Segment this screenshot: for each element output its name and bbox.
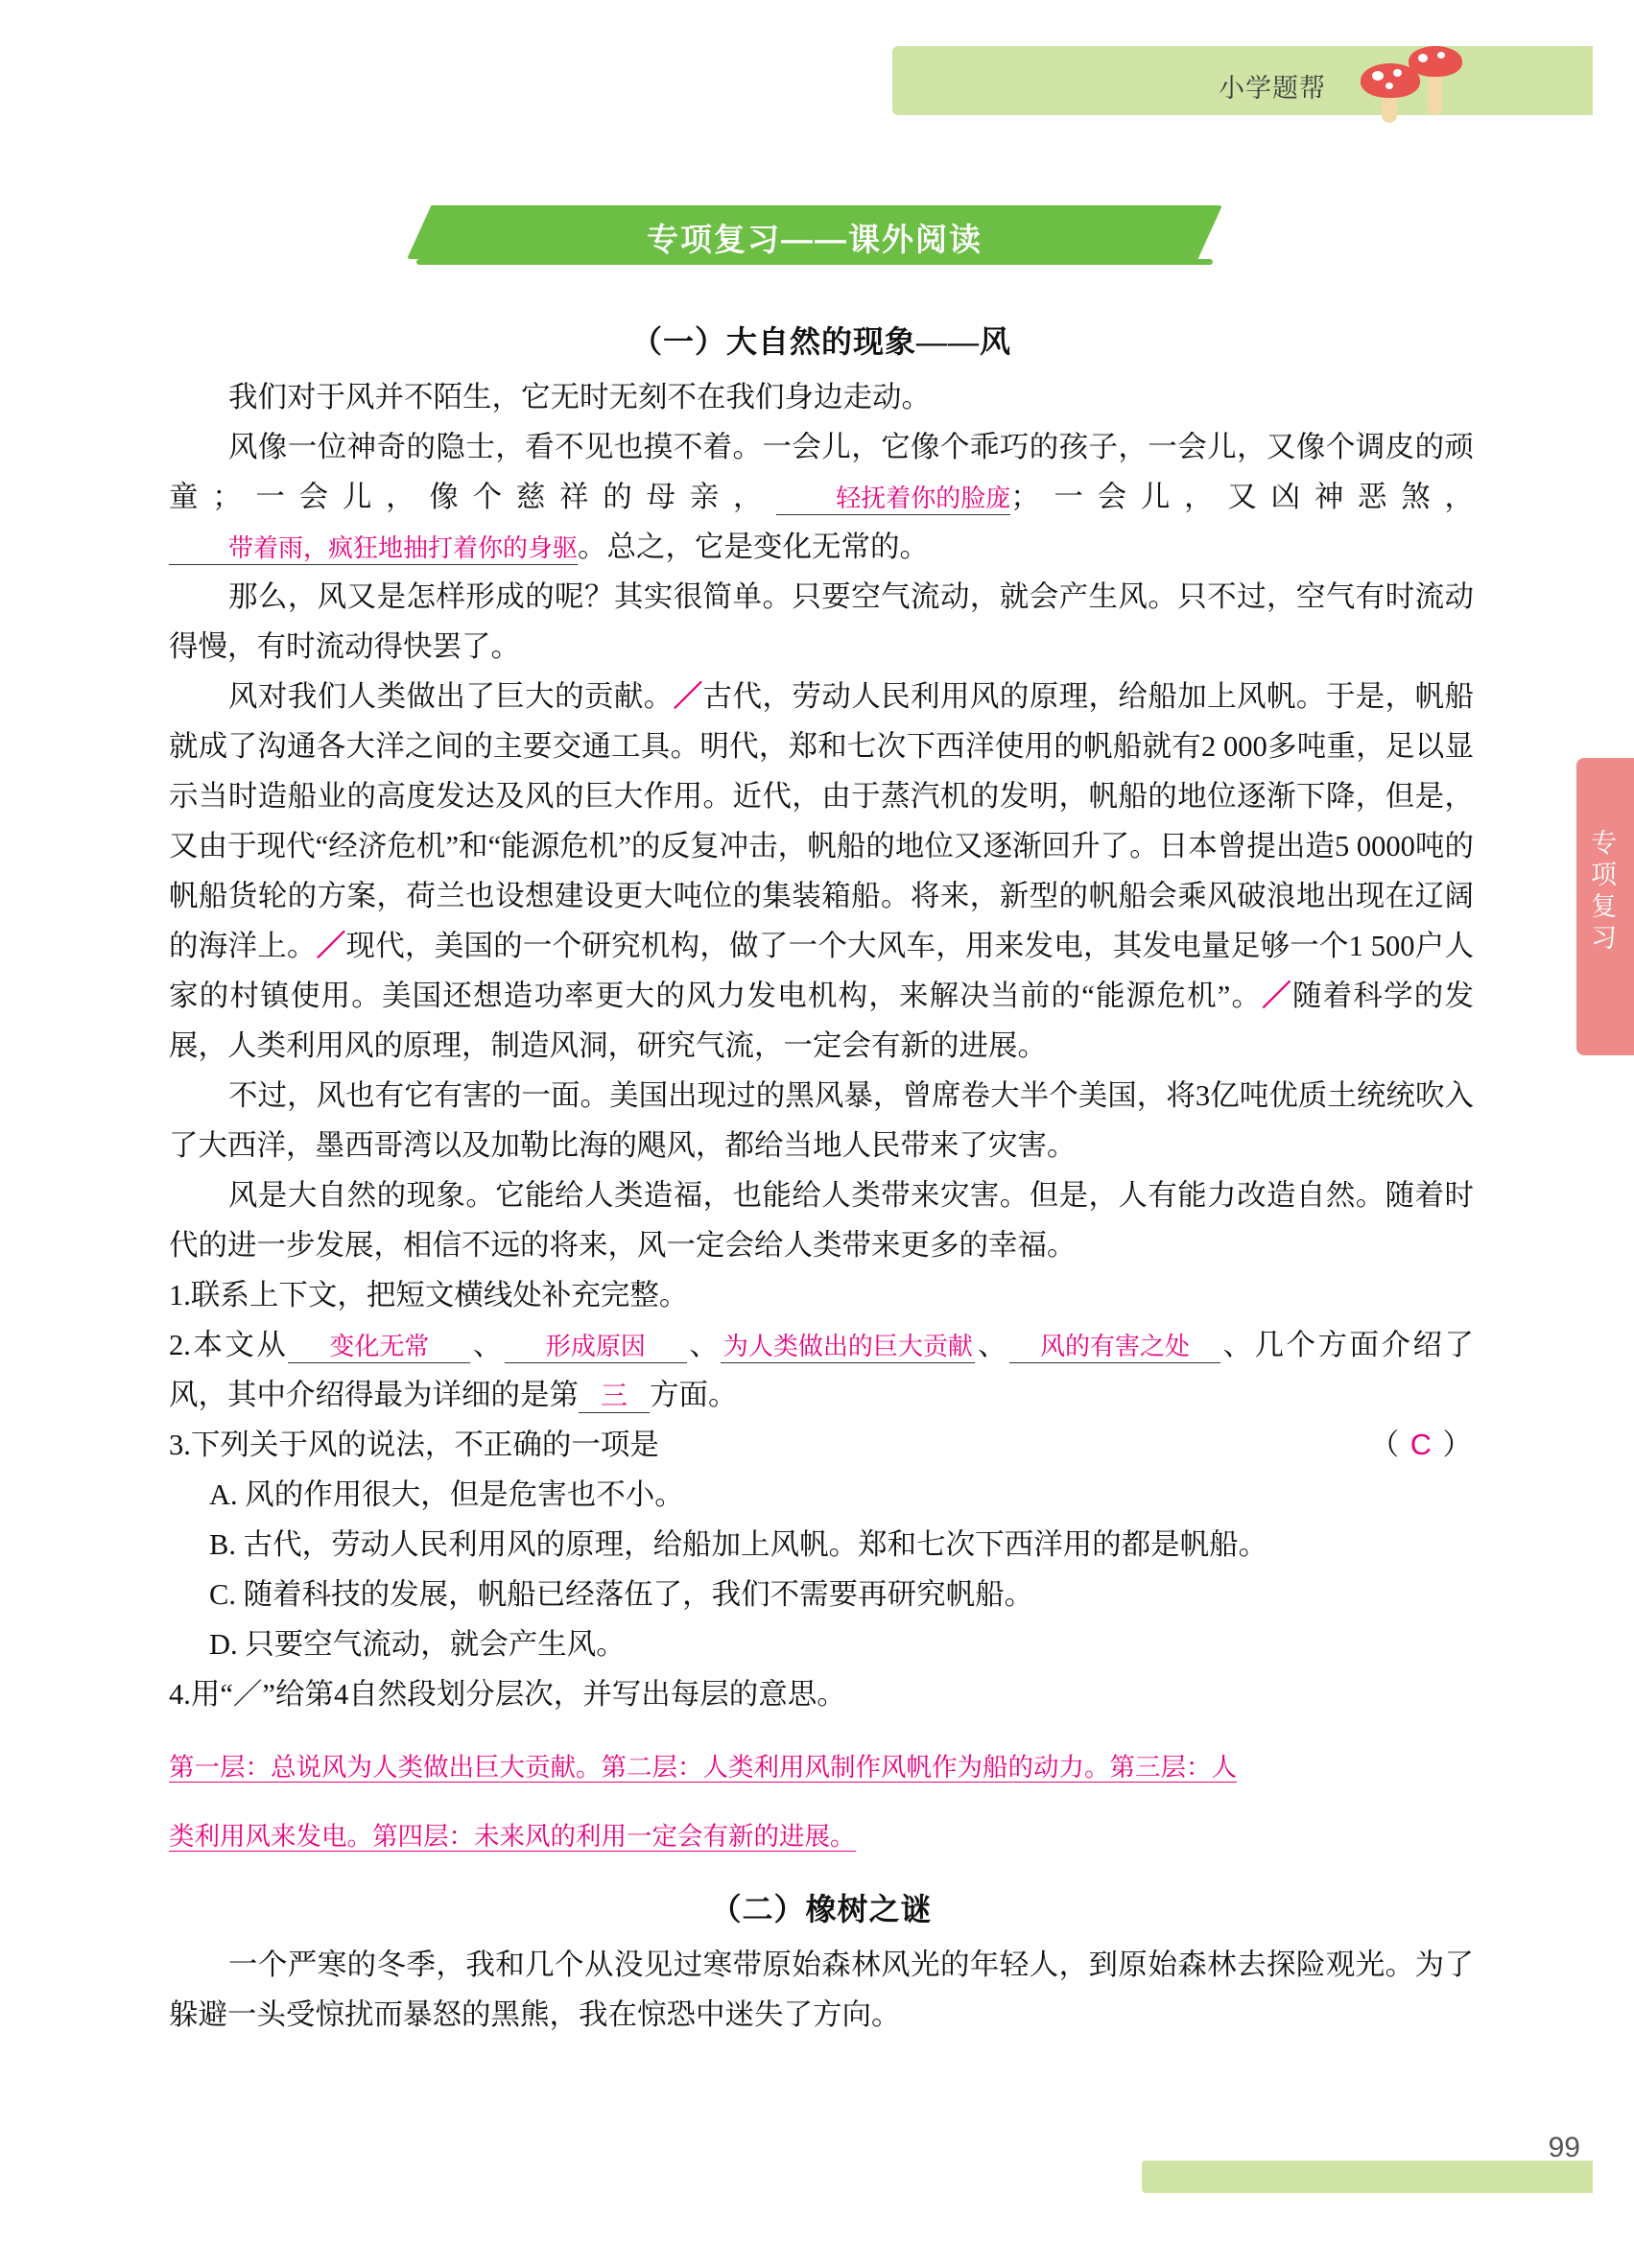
p4-text-d: 随着科学的发展，人类利用风的原理，制造风洞，研究气流，一定会有新的进展。 [169,980,1475,1062]
question-4-answer-line-1[interactable] [169,1745,1474,1789]
question-1-number: 1. [169,1279,191,1311]
article1-paragraph-2 [169,422,1474,572]
p2-text-b: ；一会儿，又凶神恶煞， [1010,481,1475,513]
fill-blank-2[interactable]: 带着雨，疯狂地抽打着你的身驱 [169,532,578,565]
question-4-answer-line-2[interactable] [169,1814,1474,1858]
side-tab-label: 专项复习 [1587,829,1616,956]
article2-paragraph-1: 一个严寒的冬季，我和几个从没见过寒带原始森林风光的年轻人，到原始森林去探险观光。为了躲避一头受惊扰而暴怒的黑熊，我在惊恐中迷失了方向。 [169,1948,1474,2031]
question-1 [169,1270,1474,1320]
article2-title: （二）橡树之谜 [710,1891,933,1926]
article1-paragraph-6: 风是大自然的现象。它能给人类造福，也能给人类带来灾害。但是，人有能力改造自然。随着时代的进一步发展，相信不远的将来，风一定会给人类带来更多的幸福。 [169,1179,1474,1262]
brand-label: 小学题帮 [1219,74,1326,103]
question-3-option-a[interactable]: A. 风的作用很大，但是危害也不小。 [209,1478,684,1511]
mushroom-icon [1353,38,1478,117]
question-3-option-c[interactable]: C. 随着科技的发展，帆船已经落伍了，我们不需要再研究帆船。 [209,1578,1034,1611]
article1-title: （一）大自然的现象——风 [630,324,1011,359]
q2-blank-2[interactable]: 形成原因 [505,1330,687,1363]
question-4-text: 用“／”给第4自然段划分层次，并写出每层的意思。 [190,1678,846,1711]
q2-blank-1[interactable]: 变化无常 [288,1330,470,1363]
p4-text-a: 风对我们人类做出了巨大的贡献。 [228,680,674,713]
section-title-banner [407,205,1222,265]
q2-blank-4[interactable]: 风的有害之处 [1009,1330,1220,1363]
p2-text-a: 风像一位神奇的隐士，看不见也摸不着。一会儿，它像个乖巧的孩子，一会儿，又像个调皮的顽童；一会儿，像个慈祥的母亲， [169,431,1474,513]
question-3-option-d[interactable]: D. 只要空气流动，就会产生风。 [209,1628,626,1661]
q2-blank-order[interactable]: 三 [579,1380,650,1413]
article-content [169,307,1474,2040]
page-title: 专项复习——课外阅读 [647,222,983,257]
question-3-answer[interactable]: C [1409,1429,1433,1461]
q2-tail-a: 、几个方面介绍了风，其中介绍得最为详细的是第 [169,1329,1475,1411]
question-3-number: 3. [169,1429,191,1461]
fill-blank-1[interactable]: 轻抚着你的脸庞 [776,482,1010,515]
page-number: 99 [1548,2132,1580,2163]
q4-answer-text-1: 第一层：总说风为人类做出巨大贡献。第二层：人类利用风制作风帆作为船的动力。第三层：人 [169,1752,1237,1782]
article1-paragraph-4 [169,672,1474,1071]
question-4 [169,1669,1474,1719]
q2-blank-3[interactable]: 为人类做出的巨大贡献 [721,1330,975,1363]
question-4-number: 4. [169,1678,191,1711]
question-2-lead: 本文从 [190,1329,289,1361]
p4-text-c: 现代，美国的一个研究机构，做了一个大风车，用来发电，其发电量足够一个1 500户人家的村镇使用。美国还想造功率更大的风力发电机构，来解决当前的“能源危机”。 [169,930,1475,1012]
q4-answer-text-2: 类利用风来发电。第四层：未来风的利用一定会有新的进展。 [169,1822,856,1851]
layer-slash-3: ／ [1262,980,1292,1012]
question-3-answer-bracket: （ C ） [1369,1429,1474,1461]
question-2-number: 2. [169,1329,191,1361]
question-3-option-b[interactable]: B. 古代，劳动人民利用风的原理，给船加上风帆。郑和七次下西洋用的都是帆船。 [209,1528,1268,1561]
question-2: 2.本文从 变化无常 、 形成原因 、为人类做出的巨大贡献、 风的有害之处 、几个方面介绍了风，其中介绍得最为详细的是第 三 方面。 [169,1320,1474,1420]
q2-tail-b: 方面。 [650,1379,738,1411]
article1-paragraph-1: 我们对于风并不陌生，它无时无刻不在我们身边走动。 [228,381,931,413]
side-tab [1576,758,1634,1055]
article1-paragraph-3: 那么，风又是怎样形成的呢？其实很简单。只要空气流动，就会产生风。只不过，空气有时流动得慢，有时流动得快罢了。 [169,580,1474,663]
question-1-text: 联系上下文，把短文横线处补充完整。 [190,1279,689,1311]
layer-slash-1: ／ [673,680,703,713]
question-3-text: 下列关于风的说法，不正确的一项是 [190,1429,659,1461]
question-3 [169,1420,1474,1470]
footer-band [1142,2161,1593,2193]
p2-text-c: 。总之，它是变化无常的。 [578,531,930,563]
article1-paragraph-5: 不过，风也有它有害的一面。美国出现过的黑风暴，曾席卷大半个美国，将3亿吨优质土统统吹入了大西洋，墨西哥湾以及加勒比海的飓风，都给当地人民带来了灾害。 [169,1079,1474,1162]
p4-text-b: 古代，劳动人民利用风的原理，给船加上风帆。于是，帆船就成了沟通各大洋之间的主要交通工具。明代，郑和七次下西洋使用的帆船就有2 000多吨重，足以显示当时造船业的高度发达及风的巨大作用。近代，由于蒸汽机的发明，帆船的地位逐渐下降，但是，又由于现代“经济危机”和“能源危机”的反复冲击，帆船的地位又逐渐回升了。日本曾提出造5 0000吨的帆船货轮的方案，荷兰也设想建设更大吨位的集装箱船。将来，新型的帆船会乘风破浪地出现在辽阔的海洋上。 [169,680,1475,962]
page-header-band [892,46,1593,115]
layer-slash-2: ／ [316,930,346,962]
